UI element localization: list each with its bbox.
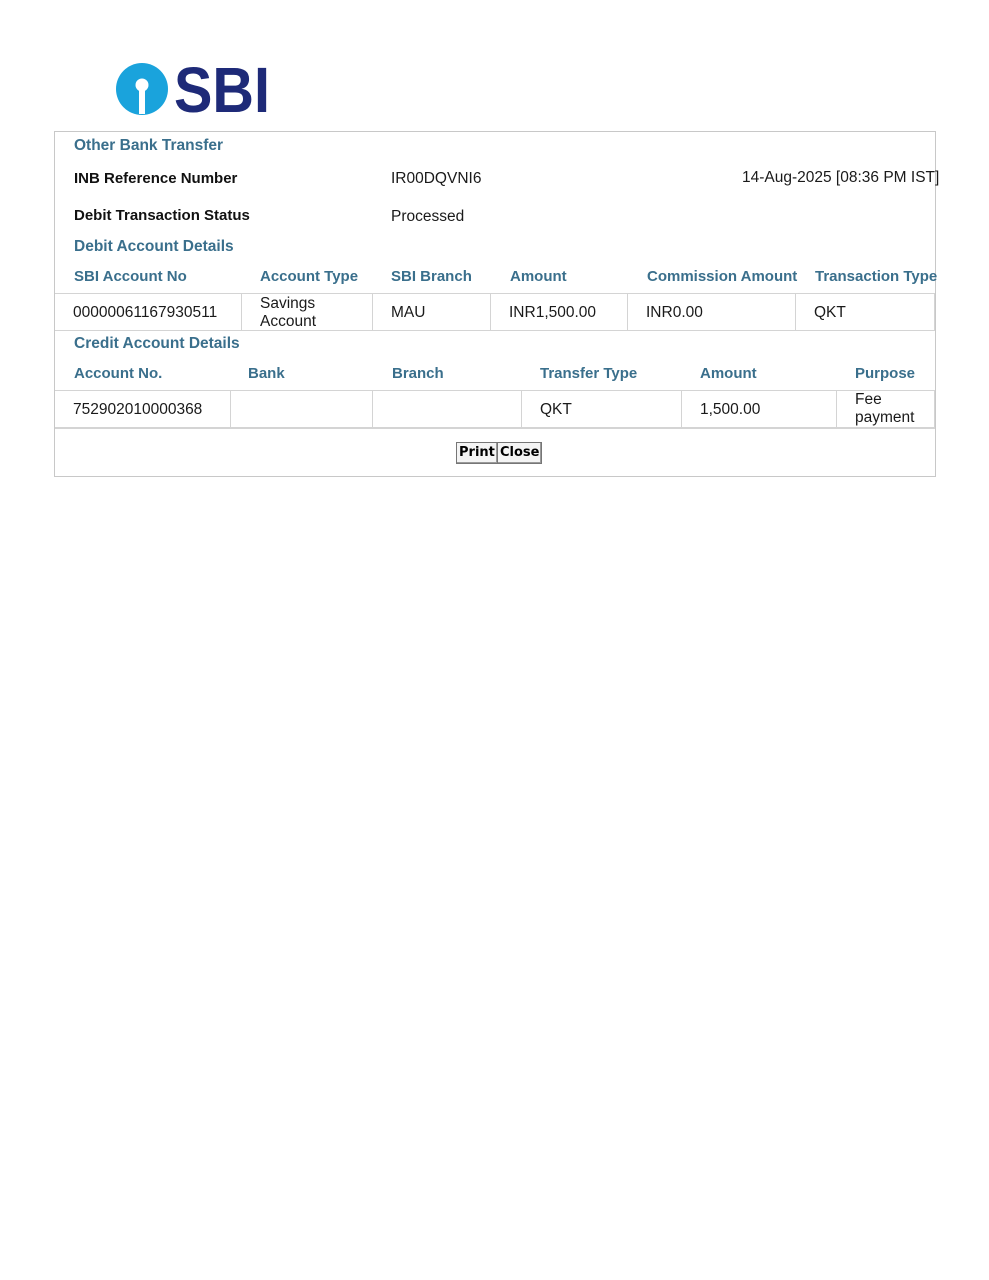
credit-header-branch: Branch bbox=[392, 365, 444, 382]
credit-cell-transfer-type: QKT bbox=[522, 391, 682, 427]
section-title: Other Bank Transfer bbox=[74, 137, 224, 154]
credit-header-transfer-type: Transfer Type bbox=[540, 365, 638, 382]
debit-header-txn-type: Transaction Type bbox=[815, 268, 938, 285]
transaction-receipt-panel bbox=[54, 131, 940, 477]
close-button[interactable]: Close bbox=[497, 442, 542, 464]
credit-cell-branch bbox=[373, 391, 522, 427]
credit-header-amount: Amount bbox=[700, 365, 757, 382]
ref-label: INB Reference Number bbox=[74, 170, 238, 187]
footer-divider bbox=[55, 428, 935, 429]
debit-cell-account-type: Savings Account bbox=[242, 294, 373, 330]
credit-header-account-no: Account No. bbox=[74, 365, 163, 382]
debit-cell-branch: MAU bbox=[373, 294, 491, 330]
sbi-keyhole-icon bbox=[114, 60, 274, 118]
credit-cell-account-no: 752902010000368 bbox=[55, 391, 231, 427]
debit-cell-commission: INR0.00 bbox=[628, 294, 796, 330]
debit-cell-account-no: 00000061167930511 bbox=[55, 294, 242, 330]
credit-cell-purpose: Fee payment bbox=[837, 391, 935, 427]
debit-header-commission: Commission Amount bbox=[647, 268, 798, 285]
credit-cell-amount: 1,500.00 bbox=[682, 391, 837, 427]
credit-table-row bbox=[55, 390, 935, 428]
timestamp: 14-Aug-2025 [08:36 PM IST] bbox=[742, 169, 940, 186]
debit-header-account-type: Account Type bbox=[260, 268, 359, 285]
debit-cell-amount: INR1,500.00 bbox=[491, 294, 628, 330]
print-button[interactable]: Print bbox=[456, 442, 498, 464]
debit-header-amount: Amount bbox=[510, 268, 567, 285]
status-value: Processed bbox=[391, 208, 465, 225]
debit-cell-txn-type: QKT bbox=[796, 294, 935, 330]
credit-section-title: Credit Account Details bbox=[74, 335, 240, 352]
credit-header-bank: Bank bbox=[248, 365, 285, 382]
sbi-logo bbox=[114, 60, 274, 118]
credit-header-purpose: Purpose bbox=[855, 365, 916, 382]
debit-table-row bbox=[55, 293, 935, 331]
debit-section-title: Debit Account Details bbox=[74, 238, 234, 255]
status-label: Debit Transaction Status bbox=[74, 207, 250, 224]
debit-header-account-no: SBI Account No bbox=[74, 268, 187, 285]
logo-text: SBI bbox=[174, 60, 270, 118]
debit-header-branch: SBI Branch bbox=[391, 268, 472, 285]
credit-cell-bank bbox=[231, 391, 373, 427]
ref-value: IR00DQVNI6 bbox=[391, 170, 482, 187]
